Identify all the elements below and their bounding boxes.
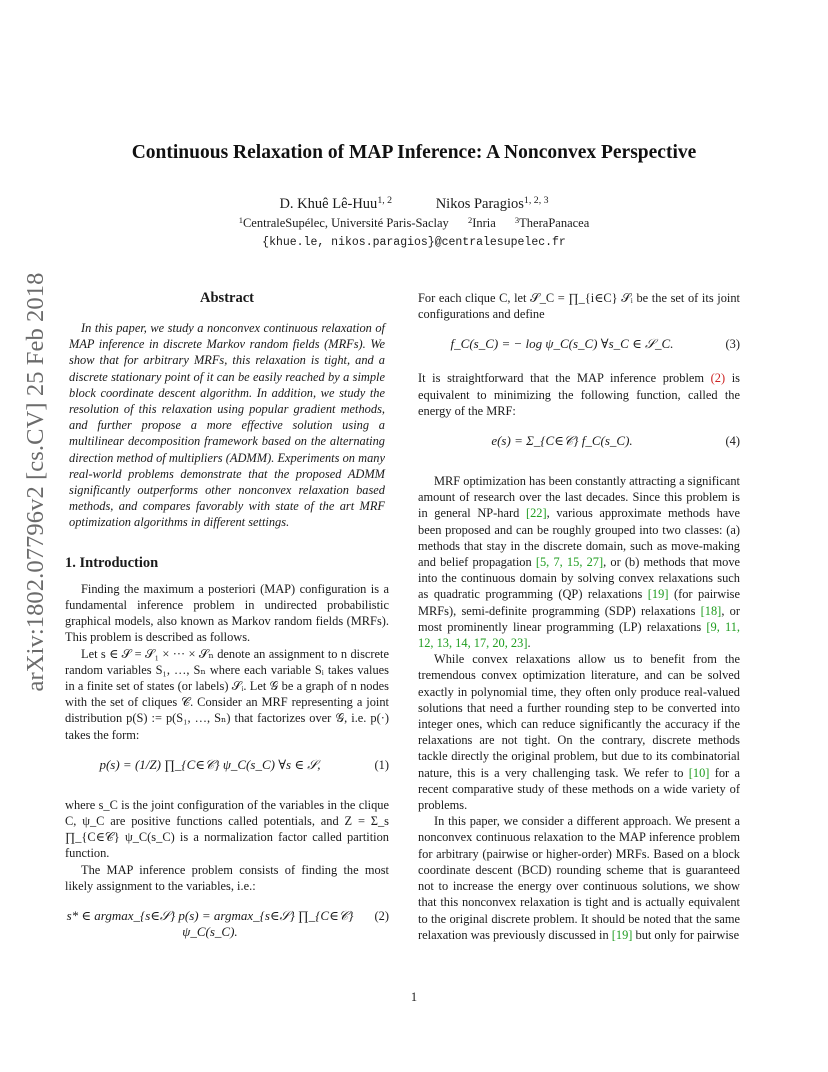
equation-2 (65, 898, 389, 938)
approach-paragraph: In this paper, we consider a different approach. We present a nonconvex continuous relaxation to the MAP inference problem for arbitrary (pairwise or higher-order) MRFs. Based on a block coordinate descent (BCD) rounding scheme that is guaranteed not to increase the energy over continuous solutions, we show that this nonconvex relaxation is tight and is actually equivalent to the original discrete problem. It should be noted that the same relaxation was previously discussed in [19] but only for pairwise (418, 814, 740, 942)
equation-ref-link[interactable]: (2) (710, 371, 726, 386)
equation-4 (418, 423, 740, 469)
author-list (0, 196, 828, 213)
intro-paragraph-4: The MAP inference problem consists of finding the most likely assignment to the variables, i.e.: (65, 862, 389, 893)
equation-3-body: f_C(s_C) = − log ψ_C(s_C) ∀s_C ∈ 𝒮_C. (450, 336, 674, 352)
equation-2-number: (2) (374, 909, 389, 924)
author-2: Nikos Paragios$^{1, 2, 3}$ (435, 195, 549, 212)
citation-link[interactable]: [10] (688, 765, 710, 780)
citation-link[interactable]: [19] (647, 587, 669, 602)
author-email: {khue.le, nikos.paragios}@centralesupelec.fr (262, 236, 566, 249)
abstract-heading: Abstract (200, 290, 254, 306)
citation-link[interactable]: [19] (611, 927, 633, 942)
equation-1 (65, 747, 389, 793)
affiliation-1: $^1$CentraleSupélec, Université Paris-Saclay (238, 214, 449, 230)
intro-paragraph-1: Finding the maximum a posteriori (MAP) configuration is a fundamental inference problem in undirected probabilistic graphical models, also known as Markov random fields (MRFs). This problem is described as follows. (65, 581, 389, 645)
equation-1-body: p(s) = (1/Z) ∏_{C∈𝒞} ψ_C(s_C) ∀s ∈ 𝒮, (99, 756, 321, 772)
page-number: 1 (410, 990, 418, 1004)
equation-4-body: e(s) = Σ_{C∈𝒞} f_C(s_C). (491, 433, 633, 449)
section-heading-introduction: 1. Introduction (65, 554, 159, 571)
convex-relaxation-paragraph: While convex relaxations allow us to benefit from the tremendous convex optimization literature, and can be solved exactly in polynomial time, they often only produce real-valued solutions that need a further rounding step to be converted into integer ones, which can reduce significantly the accuracy if the relaxations are not tight. On the contrary, discrete methods tackle directly the original problem, but due to its combinatorial nature, this is a very challenging task. We refer to [10] for a recent comparative study of these methods on a wide variety of problems. (418, 652, 740, 813)
affiliation-3: $^3$TheraPanacea (514, 214, 590, 230)
citation-link[interactable]: [22] (525, 506, 547, 521)
paper-title: Continuous Relaxation of MAP Inference: A Nonconvex Perspective (131, 142, 697, 163)
equation-4-number: (4) (725, 434, 740, 449)
arxiv-identifier: arXiv:1802.07796v2 [cs.CV] 25 Feb 2018 (22, 272, 49, 692)
equation-2-body: s* ∈ argmax_{s∈𝒮} p(s) = argmax_{s∈𝒮} ∏_{C∈𝒞} ψ_C(s_C). (66, 908, 354, 940)
right-column (418, 290, 740, 943)
equation-3 (418, 326, 740, 366)
citation-link[interactable]: [18] (700, 603, 722, 618)
affiliation-list (0, 216, 828, 231)
equation-1-number: (1) (374, 757, 389, 772)
arxiv-sidebar (20, 272, 52, 692)
left-column (65, 290, 389, 942)
equation-3-number: (3) (725, 337, 740, 352)
intro-paragraph-3: where s_C is the joint configuration of the variables in the clique C, ψ_C are positive functions called potentials, and Z = Σ_s ∏_{C∈𝒞} ψ_C(s_C) is a normalization factor called partition function. (65, 797, 389, 861)
abstract-text: In this paper, we study a nonconvex continuous relaxation of MAP inference in discrete Markov random fields (MRFs). We show that for arbitrary MRFs, this relaxation is tight, and a discrete stationary point of it can be easily reached by a simple block coordinate descent algorithm. In addition, we study the resolution of this relaxation using popular gradient methods, and further propose a more effective solution using a multilinear decomposition framework based on the alternating direction method of multipliers (ADMM). Experiments on many real-world problems demonstrate that the proposed ADMM significantly outperforms other nonconvex relaxation based methods, and compares favorably with state of the art MRF optimization algorithms in different settings. (69, 321, 385, 530)
affiliation-2: $^2$Inria (467, 214, 496, 230)
clique-definition-paragraph: For each clique C, let 𝒮_C = ∏_{i∈C} 𝒮ᵢ be the set of its joint configurations and define (418, 291, 740, 322)
intro-paragraph-2: Let s ∈ 𝒮 = 𝒮₁ × ··· × 𝒮ₙ denote an assignment to n discrete random variables S₁, …, Sₙ where each variable Sᵢ takes values in a finite set of states (or labels) 𝒮ᵢ. Let 𝒢 be a graph of n nodes with the set of cliques 𝒞. Consider an MRF representing a joint distribution p(S) := p(S₁, …, Sₙ) that factorizes over 𝒢, i.e. p(·) takes the form: (65, 646, 389, 742)
citation-link[interactable]: [5, 7, 15, 27] (535, 555, 604, 570)
citation-link[interactable]: [9, 11, 12, 13, 14, 17, 20, 23] (418, 619, 741, 651)
energy-paragraph: It is straightforward that the MAP inference problem (2) is equivalent to minimizing the following function, called the energy of the MRF: (418, 371, 740, 418)
author-1: D. Khuê Lê-Huu$^{1, 2}$ (279, 195, 393, 212)
mrf-optimization-paragraph: MRF optimization has been constantly attracting a significant amount of research over the last decades. Since this problem is in general NP-hard [22], various approximate methods have been proposed and can be roughly grouped into two classes: (a) methods that stay in the discrete domain, such as move-making and belief propagation [5, 7, 15, 27], or (b) methods that move into the continuous domain by solving convex relaxations such as quadratic programming (QP) relaxations [19] (for pairwise MRFs), semi-definite programming (SDP) relaxations [18], or most prominently linear programming (LP) relaxations [9, 11, 12, 13, 14, 17, 20, 23]. (418, 474, 741, 651)
